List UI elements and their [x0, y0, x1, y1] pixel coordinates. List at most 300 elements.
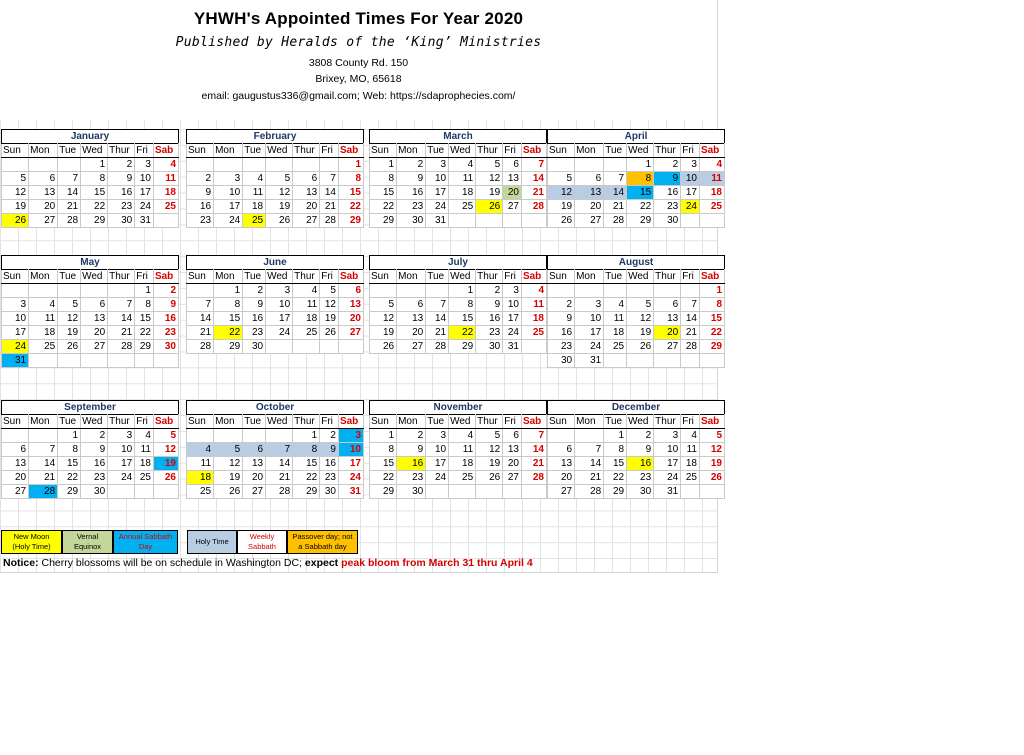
day-cell: 27	[338, 326, 363, 340]
day-cell: 5	[214, 443, 243, 457]
day-cell: 8	[58, 443, 81, 457]
day-cell: 27	[293, 214, 320, 228]
weekday-header: Fri	[681, 270, 700, 284]
day-cell: 5	[548, 172, 575, 186]
day-cell: 27	[503, 200, 522, 214]
day-cell: 15	[135, 312, 154, 326]
day-cell: 13	[654, 312, 681, 326]
day-cell: 20	[338, 312, 363, 326]
weekday-header: Thur	[654, 415, 681, 429]
day-cell	[108, 284, 135, 298]
day-cell: 2	[476, 284, 503, 298]
day-cell: 13	[503, 172, 522, 186]
weekday-header: Sab	[699, 415, 724, 429]
day-cell: 26	[153, 471, 178, 485]
weekday-header: Fri	[135, 270, 154, 284]
day-cell: 8	[338, 172, 363, 186]
day-cell: 26	[58, 340, 81, 354]
day-cell: 4	[449, 158, 476, 172]
day-cell: 26	[214, 485, 243, 499]
day-cell: 18	[187, 471, 214, 485]
day-cell: 19	[320, 312, 339, 326]
day-cell: 12	[627, 312, 654, 326]
day-cell: 13	[397, 312, 426, 326]
day-cell: 15	[58, 457, 81, 471]
day-cell: 7	[521, 158, 546, 172]
day-cell: 11	[153, 172, 178, 186]
day-cell: 19	[2, 200, 29, 214]
day-cell: 20	[397, 326, 426, 340]
day-cell: 27	[575, 214, 604, 228]
day-cell: 4	[153, 158, 178, 172]
day-cell: 24	[426, 471, 449, 485]
day-cell: 17	[575, 326, 604, 340]
weekday-header: Tue	[243, 270, 266, 284]
day-cell: 27	[654, 340, 681, 354]
day-cell	[627, 354, 654, 368]
day-cell: 11	[187, 457, 214, 471]
weekday-header: Tue	[604, 144, 627, 158]
day-cell: 24	[108, 471, 135, 485]
legend-item	[187, 530, 237, 554]
day-cell: 29	[627, 214, 654, 228]
day-cell: 19	[476, 457, 503, 471]
day-cell: 25	[681, 471, 700, 485]
day-cell: 7	[266, 443, 293, 457]
day-cell: 16	[548, 326, 575, 340]
day-cell: 25	[449, 471, 476, 485]
day-cell	[503, 485, 522, 499]
day-cell: 20	[654, 326, 681, 340]
weekday-header: Sab	[521, 270, 546, 284]
day-cell: 20	[243, 471, 266, 485]
month-august	[547, 255, 725, 368]
day-cell: 3	[266, 284, 293, 298]
weekday-header: Tue	[58, 270, 81, 284]
day-cell: 10	[681, 172, 700, 186]
weekday-header: Mon	[214, 415, 243, 429]
weekday-header: Mon	[575, 415, 604, 429]
weekday-header: Sun	[370, 415, 397, 429]
day-cell: 19	[266, 200, 293, 214]
day-cell: 25	[29, 340, 58, 354]
day-cell: 9	[108, 172, 135, 186]
legend-label: (Holy Time)	[12, 542, 51, 551]
day-cell: 31	[575, 354, 604, 368]
day-cell: 8	[135, 298, 154, 312]
day-cell	[81, 354, 108, 368]
day-cell: 15	[604, 457, 627, 471]
weekday-header: Sun	[370, 144, 397, 158]
month-title: August	[547, 255, 725, 269]
day-cell: 13	[575, 186, 604, 200]
day-cell: 6	[503, 158, 522, 172]
day-cell: 24	[338, 471, 363, 485]
weekday-header: Sab	[521, 144, 546, 158]
day-cell	[681, 354, 700, 368]
day-cell: 28	[521, 471, 546, 485]
address-line: 3808 County Rd. 150	[308, 57, 409, 69]
day-cell: 7	[604, 172, 627, 186]
day-cell: 30	[243, 340, 266, 354]
legend-item	[287, 530, 358, 554]
day-cell: 16	[320, 457, 339, 471]
day-cell: 18	[293, 312, 320, 326]
day-cell: 21	[58, 200, 81, 214]
day-cell: 23	[108, 200, 135, 214]
day-cell: 16	[627, 457, 654, 471]
day-cell: 26	[370, 340, 397, 354]
weekday-header: Mon	[575, 270, 604, 284]
day-cell: 4	[521, 284, 546, 298]
weekday-header: Tue	[243, 144, 266, 158]
weekday-header: Wed	[266, 270, 293, 284]
weekday-header: Wed	[266, 144, 293, 158]
day-cell	[521, 214, 546, 228]
day-cell: 17	[266, 312, 293, 326]
day-cell: 7	[575, 443, 604, 457]
day-cell	[699, 214, 724, 228]
day-cell: 31	[338, 485, 363, 499]
weekday-header: Sab	[338, 144, 363, 158]
day-cell	[266, 429, 293, 443]
day-cell: 9	[320, 443, 339, 457]
day-cell: 30	[153, 340, 178, 354]
day-cell: 1	[449, 284, 476, 298]
weekday-header: Thur	[108, 270, 135, 284]
day-cell: 15	[699, 312, 724, 326]
day-cell: 25	[187, 485, 214, 499]
day-cell: 17	[681, 186, 700, 200]
day-cell	[548, 284, 575, 298]
day-cell: 29	[135, 340, 154, 354]
day-cell: 28	[681, 340, 700, 354]
notice	[3, 557, 533, 569]
day-cell: 7	[108, 298, 135, 312]
weekday-header: Thur	[476, 270, 503, 284]
day-cell: 16	[81, 457, 108, 471]
day-cell	[604, 158, 627, 172]
day-cell	[654, 284, 681, 298]
month-title: July	[369, 255, 547, 269]
day-cell: 14	[575, 457, 604, 471]
day-cell: 11	[521, 298, 546, 312]
day-cell: 22	[370, 471, 397, 485]
day-cell: 19	[548, 200, 575, 214]
month-title: April	[547, 129, 725, 143]
weekday-header: Wed	[449, 144, 476, 158]
day-cell: 7	[426, 298, 449, 312]
day-cell: 27	[243, 485, 266, 499]
day-cell: 25	[153, 200, 178, 214]
day-cell: 3	[2, 298, 29, 312]
day-cell: 20	[293, 200, 320, 214]
month-october	[186, 400, 364, 499]
day-cell: 5	[266, 172, 293, 186]
day-cell: 6	[243, 443, 266, 457]
weekday-header: Fri	[681, 415, 700, 429]
weekday-header: Sun	[548, 270, 575, 284]
day-cell: 17	[426, 457, 449, 471]
month-title: September	[1, 400, 179, 414]
weekday-header: Mon	[397, 144, 426, 158]
day-cell: 24	[2, 340, 29, 354]
day-cell: 2	[654, 158, 681, 172]
weekday-header: Thur	[293, 144, 320, 158]
day-cell	[476, 485, 503, 499]
day-cell: 20	[575, 200, 604, 214]
day-cell: 26	[476, 471, 503, 485]
day-cell	[575, 429, 604, 443]
day-cell: 24	[681, 200, 700, 214]
month-title: June	[186, 255, 364, 269]
weekday-header: Mon	[575, 144, 604, 158]
day-cell: 13	[293, 186, 320, 200]
day-cell: 6	[548, 443, 575, 457]
day-cell: 28	[108, 340, 135, 354]
weekday-header: Tue	[426, 415, 449, 429]
day-cell: 16	[476, 312, 503, 326]
weekday-header: Tue	[58, 144, 81, 158]
day-cell: 22	[370, 200, 397, 214]
day-cell: 10	[654, 443, 681, 457]
day-cell: 24	[135, 200, 154, 214]
day-cell: 9	[627, 443, 654, 457]
day-cell	[187, 158, 214, 172]
day-cell: 20	[503, 457, 522, 471]
day-cell: 3	[108, 429, 135, 443]
day-cell	[135, 485, 154, 499]
day-cell	[548, 429, 575, 443]
day-cell: 24	[654, 471, 681, 485]
day-cell: 27	[81, 340, 108, 354]
month-november	[369, 400, 547, 499]
day-cell: 14	[266, 457, 293, 471]
day-cell: 16	[108, 186, 135, 200]
city-line: Brixey, MO, 65618	[315, 73, 402, 85]
weekday-header: Wed	[266, 415, 293, 429]
day-cell: 7	[58, 172, 81, 186]
day-cell: 5	[320, 284, 339, 298]
day-cell: 11	[29, 312, 58, 326]
day-cell: 23	[320, 471, 339, 485]
day-cell: 24	[266, 326, 293, 340]
day-cell: 18	[449, 186, 476, 200]
day-cell: 10	[108, 443, 135, 457]
day-cell: 12	[153, 443, 178, 457]
day-cell: 14	[681, 312, 700, 326]
day-cell	[187, 429, 214, 443]
day-cell: 21	[681, 326, 700, 340]
weekday-header: Sun	[2, 144, 29, 158]
day-cell: 4	[449, 429, 476, 443]
day-cell: 21	[320, 200, 339, 214]
day-cell: 26	[699, 471, 724, 485]
day-cell: 25	[135, 471, 154, 485]
month-title: October	[186, 400, 364, 414]
day-cell: 17	[654, 457, 681, 471]
day-cell: 12	[58, 312, 81, 326]
day-cell	[108, 485, 135, 499]
day-cell: 6	[338, 284, 363, 298]
day-cell: 21	[426, 326, 449, 340]
day-cell: 12	[214, 457, 243, 471]
weekday-header: Thur	[654, 270, 681, 284]
day-cell: 2	[397, 158, 426, 172]
day-cell: 18	[29, 326, 58, 340]
weekday-header: Sab	[338, 415, 363, 429]
day-cell: 21	[29, 471, 58, 485]
day-cell	[81, 284, 108, 298]
weekday-header: Fri	[135, 144, 154, 158]
day-cell: 8	[604, 443, 627, 457]
day-cell: 11	[681, 443, 700, 457]
weekday-header: Thur	[108, 415, 135, 429]
day-cell: 21	[521, 186, 546, 200]
legend-label: Sabbath	[248, 542, 276, 551]
day-cell: 6	[654, 298, 681, 312]
month-title: December	[547, 400, 725, 414]
legend-label: Day	[138, 542, 153, 551]
weekday-header: Mon	[397, 270, 426, 284]
day-cell: 19	[153, 457, 178, 471]
day-cell: 18	[135, 457, 154, 471]
weekday-header: Mon	[29, 415, 58, 429]
day-cell: 26	[266, 214, 293, 228]
day-cell	[426, 485, 449, 499]
weekday-header: Sab	[153, 270, 178, 284]
day-cell	[293, 158, 320, 172]
day-cell: 20	[2, 471, 29, 485]
day-cell: 14	[187, 312, 214, 326]
day-cell: 21	[575, 471, 604, 485]
day-cell: 14	[108, 312, 135, 326]
day-cell	[338, 340, 363, 354]
day-cell: 13	[503, 443, 522, 457]
month-july	[369, 255, 547, 354]
day-cell: 4	[187, 443, 214, 457]
month-title: February	[186, 129, 364, 143]
day-cell: 14	[604, 186, 627, 200]
weekday-header: Fri	[320, 415, 339, 429]
day-cell: 28	[426, 340, 449, 354]
day-cell	[214, 158, 243, 172]
day-cell: 25	[243, 214, 266, 228]
day-cell	[153, 354, 178, 368]
day-cell: 27	[2, 485, 29, 499]
day-cell: 30	[397, 485, 426, 499]
weekday-header: Fri	[681, 144, 700, 158]
day-cell: 6	[81, 298, 108, 312]
day-cell: 11	[449, 172, 476, 186]
day-cell: 31	[2, 354, 29, 368]
day-cell: 12	[476, 443, 503, 457]
day-cell: 4	[135, 429, 154, 443]
day-cell	[2, 429, 29, 443]
day-cell: 19	[699, 457, 724, 471]
day-cell: 11	[135, 443, 154, 457]
legend-label: Annual Sabbath	[118, 532, 173, 541]
day-cell: 29	[338, 214, 363, 228]
day-cell: 13	[338, 298, 363, 312]
day-cell: 17	[214, 200, 243, 214]
day-cell: 21	[187, 326, 214, 340]
day-cell	[320, 158, 339, 172]
legend-label: Holy Time	[195, 537, 229, 546]
day-cell: 7	[521, 429, 546, 443]
day-cell: 16	[397, 457, 426, 471]
day-cell: 16	[654, 186, 681, 200]
day-cell	[681, 284, 700, 298]
day-cell: 30	[108, 214, 135, 228]
weekday-header: Sab	[699, 144, 724, 158]
day-cell: 1	[58, 429, 81, 443]
day-cell: 2	[397, 429, 426, 443]
day-cell: 9	[654, 172, 681, 186]
day-cell: 30	[476, 340, 503, 354]
day-cell: 14	[521, 443, 546, 457]
legend-item	[62, 530, 113, 554]
day-cell: 23	[654, 200, 681, 214]
weekday-header: Wed	[449, 415, 476, 429]
day-cell	[2, 284, 29, 298]
legend-item	[237, 530, 287, 554]
day-cell: 8	[214, 298, 243, 312]
day-cell: 21	[521, 457, 546, 471]
day-cell: 16	[153, 312, 178, 326]
day-cell: 6	[2, 443, 29, 457]
weekday-header: Sun	[187, 144, 214, 158]
day-cell: 21	[266, 471, 293, 485]
day-cell: 9	[187, 186, 214, 200]
day-cell: 25	[449, 200, 476, 214]
day-cell: 22	[699, 326, 724, 340]
day-cell: 24	[503, 326, 522, 340]
day-cell: 26	[2, 214, 29, 228]
day-cell: 23	[153, 326, 178, 340]
day-cell: 22	[449, 326, 476, 340]
day-cell: 2	[81, 429, 108, 443]
month-march	[369, 129, 547, 228]
day-cell: 23	[548, 340, 575, 354]
day-cell: 27	[397, 340, 426, 354]
day-cell: 29	[370, 485, 397, 499]
day-cell: 3	[426, 158, 449, 172]
day-cell: 28	[521, 200, 546, 214]
day-cell: 27	[503, 471, 522, 485]
day-cell: 22	[604, 471, 627, 485]
day-cell: 2	[153, 284, 178, 298]
day-cell: 20	[81, 326, 108, 340]
day-cell: 4	[604, 298, 627, 312]
day-cell	[699, 485, 724, 499]
day-cell: 25	[293, 326, 320, 340]
weekday-header: Fri	[503, 144, 522, 158]
day-cell: 2	[627, 429, 654, 443]
day-cell: 5	[153, 429, 178, 443]
day-cell: 14	[58, 186, 81, 200]
day-cell: 16	[397, 186, 426, 200]
weekday-header: Mon	[397, 415, 426, 429]
day-cell: 12	[699, 443, 724, 457]
day-cell: 29	[214, 340, 243, 354]
weekday-header: Sab	[153, 415, 178, 429]
day-cell: 25	[521, 326, 546, 340]
day-cell: 7	[187, 298, 214, 312]
weekday-header: Tue	[604, 270, 627, 284]
day-cell	[575, 284, 604, 298]
day-cell: 8	[627, 172, 654, 186]
